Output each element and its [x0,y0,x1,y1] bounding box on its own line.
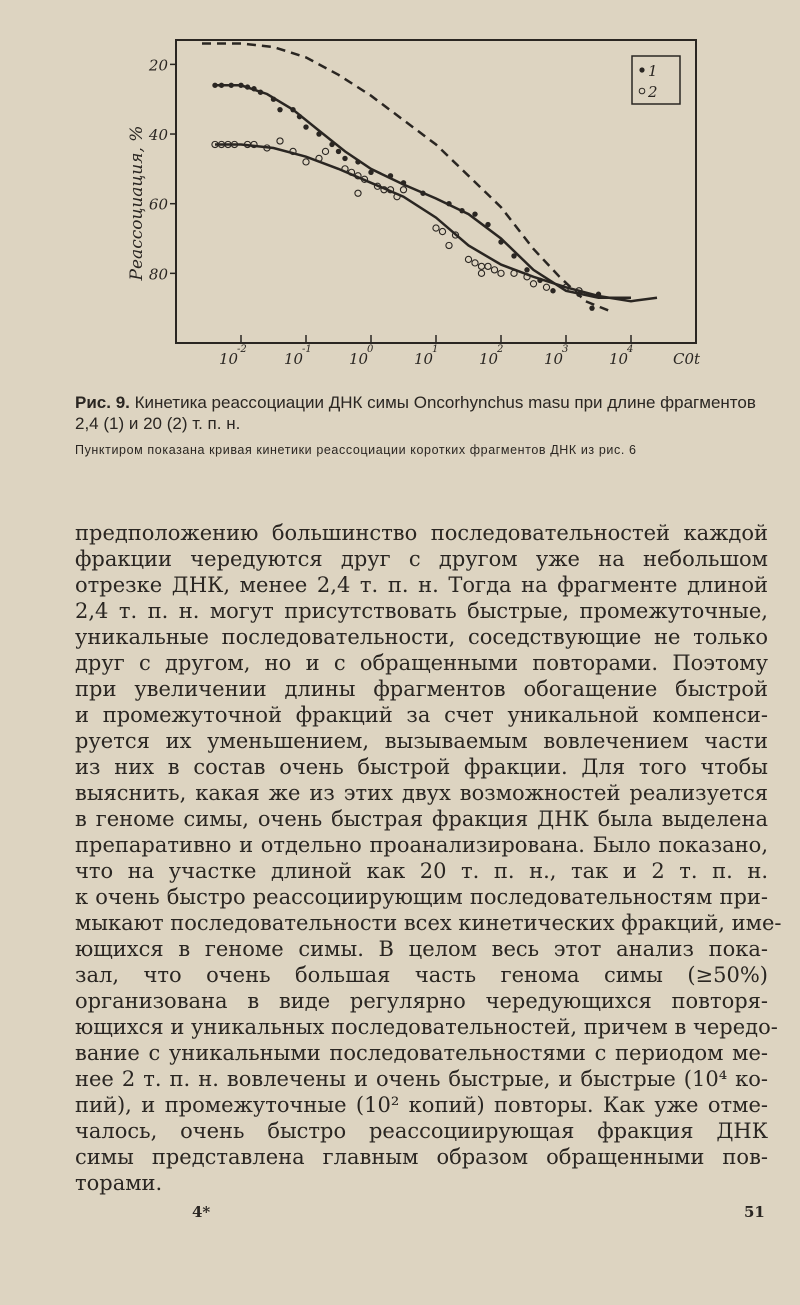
series-2-point [498,270,504,276]
series-1-point [596,292,601,297]
series-1-point [459,208,464,213]
body-line: мыкают последовательности всех кинетических фракций, име- [75,911,782,935]
body-line: и промежуточной фракций за счет уникальной компенси- [75,703,768,727]
series-2-point [303,159,309,165]
series-1-point [277,107,282,112]
figure-caption [75,392,770,434]
y-tick-label: 80 [148,265,168,284]
x-tick-label: 10 [479,350,499,368]
caption-label: Рис. 9. [75,393,130,412]
series-2-point [530,281,536,287]
legend-marker-filled [639,67,644,72]
body-line: пий), и промежуточные (10² копий) повторы. Как уже отме- [75,1093,768,1117]
series-1-point [511,253,516,258]
body-line: уникальные последовательности, соседствующие не только [75,625,768,649]
body-line: организована в виде регулярно чередующихся повторя- [75,989,768,1013]
series-2-point [511,270,517,276]
series-1-point [388,173,393,178]
series-1-point [498,239,503,244]
x-tick-exponent: 3 [562,344,569,355]
caption-text: Кинетика реассоциации ДНК симы Oncorhynchus masu при длине фрагментов 2,4 (1) и 20 (2) т. п. н. [75,393,756,433]
body-line: нее 2 т. п. н. вовлечены и очень быстрые, и быстрые (10⁴ ко- [75,1067,768,1091]
series-1-point [355,159,360,164]
series-2-point [478,270,484,276]
body-line: отрезке ДНК, менее 2,4 т. п. н. Тогда на фрагменте длиной [75,573,768,597]
body-line: при увеличении длины фрагментов обогащение быстрой [75,677,768,701]
chart-svg [120,28,720,383]
series-1-point [550,288,555,293]
series-1-point [485,222,490,227]
x-tick-exponent: -1 [302,344,312,355]
series-2-point [277,138,283,144]
y-tick-label: 40 [148,126,168,145]
series-1-point [524,267,529,272]
x-tick-label: 10 [349,350,369,368]
series-1-point [401,180,406,185]
body-line: фракции чередуются друг с другом уже на небольшом [75,547,768,571]
body-line: 2,4 т. п. н. могут присутствовать быстрые, промежуточные, [75,599,768,623]
dashed-curve [202,44,612,312]
x-tick-label: 10 [284,350,304,368]
body-line: руется их уменьшением, вызываемым вовлечением части [75,729,768,753]
body-text [75,520,782,1196]
body-line: что на участке длиной как 20 т. п. н., так и 2 т. п. н. [75,859,768,883]
body-line: в геноме симы, очень быстрая фракция ДНК была выделена [75,807,768,831]
figure-chart [120,28,720,383]
body-line: к очень быстро реассоциирующим последовательностям при- [75,885,768,909]
series-1-point [229,83,234,88]
series-1-point [271,97,276,102]
body-line: вание с уникальными последовательностями с периодом ме- [75,1041,768,1065]
y-axis-label: Реассоциация, % [127,125,147,281]
series-1-point [251,86,256,91]
series-2-point [472,260,478,266]
x-tick-label: 10 [219,350,239,368]
body-line: выяснить, какая же из этих двух возможностей реализуется [75,781,768,805]
series-1-point [446,201,451,206]
page-number: 51 [744,1203,765,1221]
series-1-point [212,83,217,88]
series-2-point [400,187,406,193]
x-tick-exponent: -2 [237,344,247,355]
x-axis-label: C0t [673,350,701,368]
body-line: зал, что очень большая часть генома симы (≥50%) [75,963,768,987]
body-line: из них в состав очень быстрой фракции. Для того чтобы [75,755,768,779]
x-tick-label: 10 [414,350,434,368]
series-1-point [420,191,425,196]
series-2-point [439,228,445,234]
series-2-point [433,225,439,231]
series-1-point [238,83,243,88]
series-1-point [329,142,334,147]
series-2-point [543,284,549,290]
series-2-point [355,190,361,196]
x-tick-label: 10 [544,350,564,368]
series-2-point [478,263,484,269]
series-2-curve [215,145,657,302]
x-tick-exponent: 0 [367,344,374,355]
series-1-point [472,211,477,216]
x-tick-label: 10 [609,350,629,368]
series-2-point [465,256,471,262]
legend [632,56,680,104]
legend-label-1: 1 [648,62,658,80]
series-2-point [446,242,452,248]
body-line: торами. [75,1171,163,1195]
x-tick-exponent: 4 [627,344,634,355]
series-1-point [368,170,373,175]
series-1-point [290,107,295,112]
body-line: симы представлена главным образом обращенными пов- [75,1145,768,1169]
series-1-point [316,131,321,136]
body-paragraph [75,520,782,1196]
x-tick-exponent: 1 [432,344,439,355]
series-1-point [245,84,250,89]
series-2-point [485,263,491,269]
y-tick-label: 60 [148,195,168,214]
series-1-point [258,90,263,95]
series-1-point [219,83,224,88]
body-line: ющихся в геноме симы. В целом весь этот анализ пока- [75,937,768,961]
series-1-point [336,149,341,154]
body-line: предположению большинство последовательностей каждой [75,521,768,545]
y-tick-label: 20 [148,56,168,75]
signature-mark: 4* [192,1203,211,1221]
body-line: ющихся и уникальных последовательностей, причем в чередо- [75,1015,778,1039]
series-1-point [297,114,302,119]
series-1-point [342,156,347,161]
legend-label-2: 2 [648,83,658,101]
body-line: друг с другом, но и с обращенными повторами. Поэтому [75,651,768,675]
legend-marker-open [639,88,645,94]
series-2-point [491,267,497,273]
series-2-point [322,148,328,154]
caption-note: Пунктиром показана кривая кинетики реассоциации коротких фрагментов ДНК из рис. 6 [75,443,637,457]
body-line: чалось, очень быстро реассоциирующая фракция ДНК [75,1119,768,1143]
series-1-point [589,305,594,310]
x-tick-exponent: 2 [497,344,504,355]
series-1-point [537,278,542,283]
series-1-point [303,124,308,129]
body-line: препаративно и отдельно проанализирована. Было показано, [75,833,768,857]
